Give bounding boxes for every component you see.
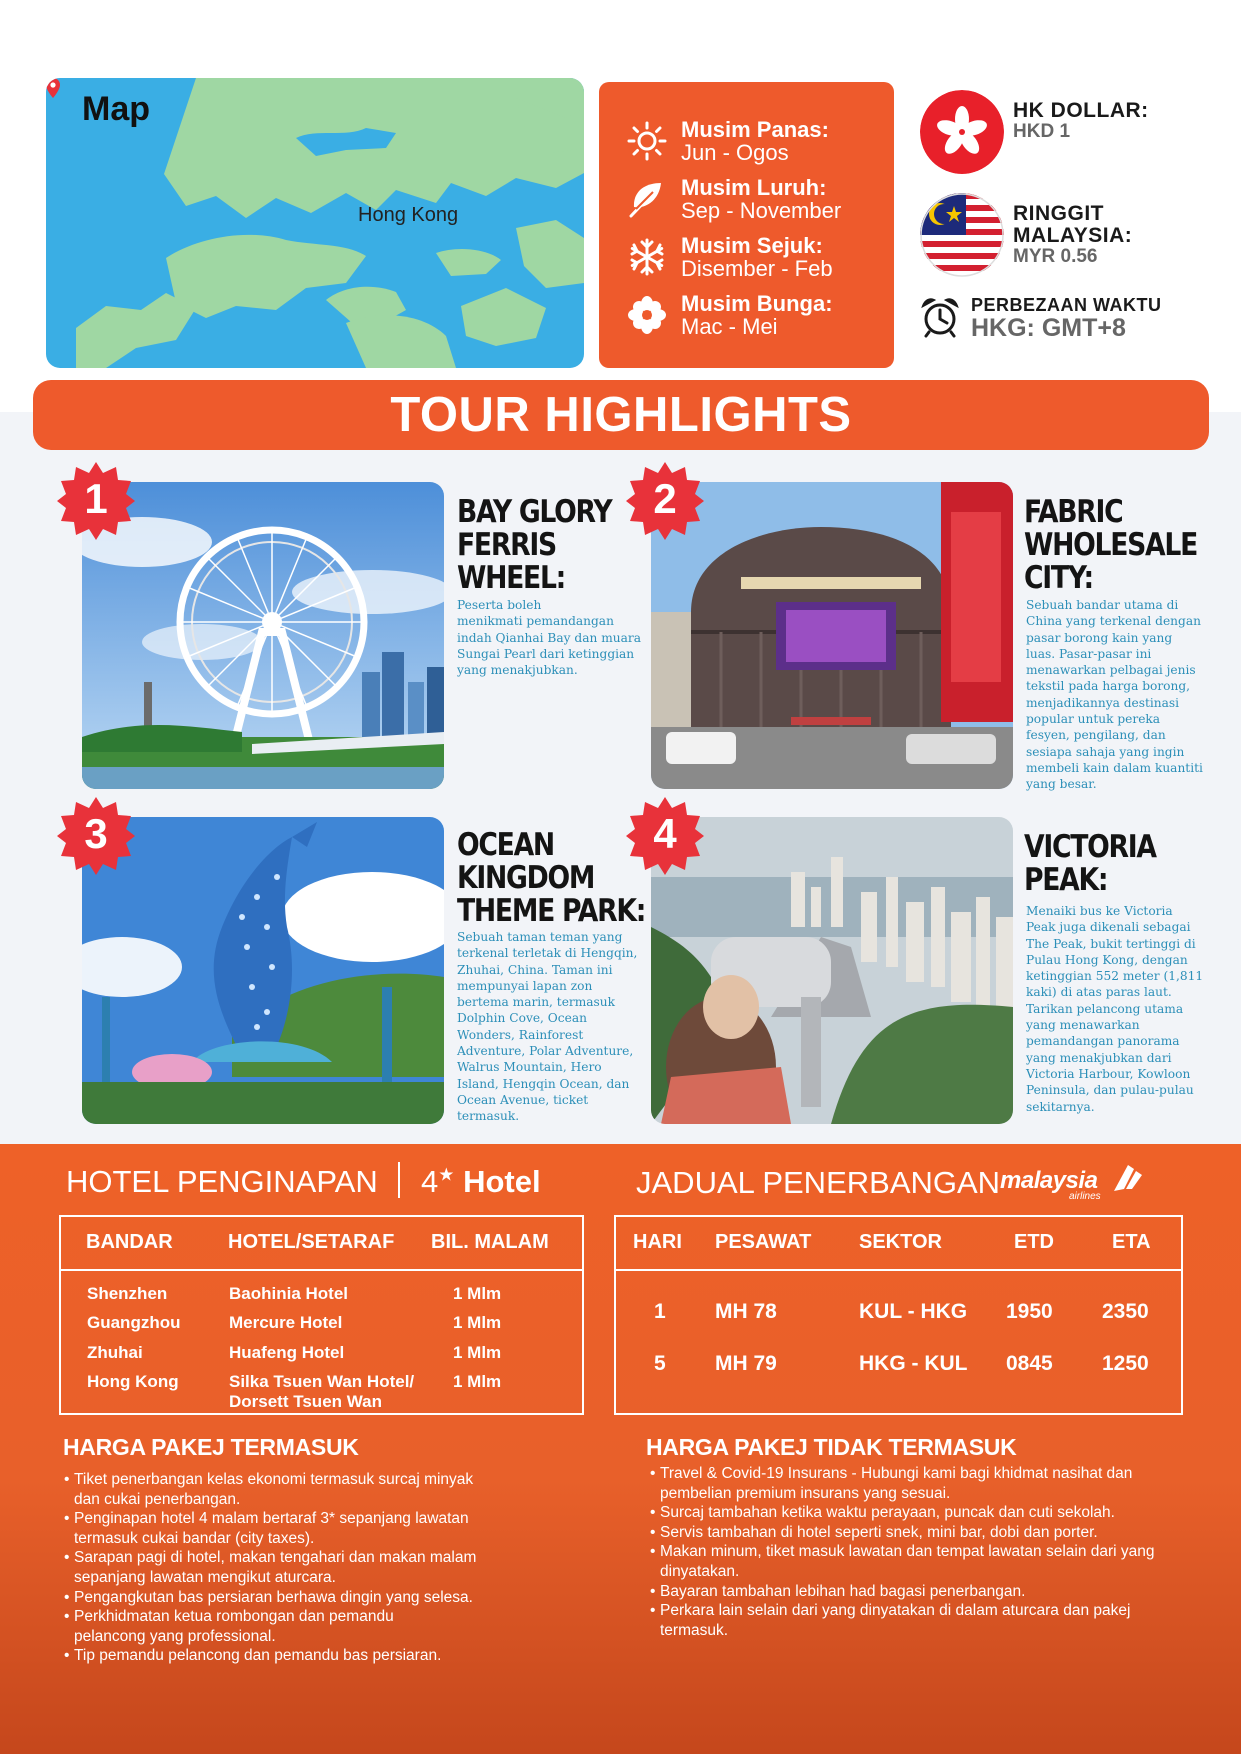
hotel-table-header: BANDAR HOTEL/SETARAF BIL. MALAM [61,1217,582,1271]
package-details-section [0,1144,1241,1754]
leaf-icon [627,179,667,219]
snowflake-icon [627,237,667,277]
currency-hk [920,88,1230,178]
highlight-title: BAY GLORY FERRIS WHEEL: [457,494,612,596]
list-item: • Perkara lain selain dari yang dinyatakan di dalam aturcara dan pakej termasuk. [646,1601,1206,1640]
timezone-value: HKG: GMT+8 [971,313,1126,342]
currency-name: HK DOLLAR: [1013,99,1149,122]
highlight-description: Sebuah bandar utama di China yang terkenal dengan pasar borong kain yang luas. Pasar-pasar ini menawarkan pelbagai jenis tekstil pada harga borong, menjadikannya destinasi popular untuk pereka fesyen, pengilang, dan sesiapa sahaja yang ingin membeli kain dalam kuantiti yang besar. [1026,598,1203,792]
highlight-title: FABRIC WHOLESALE CITY: [1024,494,1198,596]
currency-name: RINGGIT [1013,202,1104,225]
highlight-description: Menaiki bus ke Victoria Peak juga dikenali sebagai The Peak, bukit tertinggi di Pulau Hong Kong, dengan ketinggian 552 meter (1,811 kaki) di atas paras laut. Tarikan pelancong utama yang menawarkan pemandangan panorama yang menakjubkan dari Victoria Harbour, Kowloon Peninsula, dan pulau-pulau sekitarnya. [1026,904,1204,1114]
season-range: Mac - Mei [681,314,778,339]
heading-divider [398,1162,400,1198]
highlight-description: Peserta boleh menikmati pemandangan indah Qianhai Bay dan muara Sungai Pearl dari ketinggian yang menakjubkan. [457,598,641,678]
hotel-table: BANDAR HOTEL/SETARAF BIL. MALAM Shenzhen Baohinia Hotel 1 Mlm Guangzhou Mercure Hotel 1 Mlm Zhuhai Huafeng Hotel 1 Mlm Hong Kong Silka Tsuen Wan Hotel/ Dorsett Tsuen Wan 1 Mlm [59,1215,584,1415]
highlight-title: VICTORIA PEAK: [1024,829,1156,898]
sun-icon [627,121,667,161]
list-item: • Makan minum, tiket masuk lawatan dan tempat lawatan selain dari yang dinyatakan. [646,1542,1206,1581]
list-item: • Tip pemandu pelancong dan pemandu bas persiaran. [60,1646,580,1666]
season-card [599,82,894,368]
map-title: Map [82,90,150,128]
season-row-spring [625,286,894,344]
highlight-number-badge: 2 [626,462,704,540]
currency-value: MYR 0.56 [1013,246,1098,268]
time-difference [920,292,1230,342]
season-row-summer [625,112,894,170]
highlight-title: OCEAN KINGDOM THEME PARK: [457,827,646,929]
hotel-rating: 4★ Hotel [421,1164,541,1199]
alarm-clock-icon [920,296,960,338]
currency-value: HKD 1 [1013,121,1071,143]
flights-heading: JADUAL PENERBANGAN [636,1165,1001,1200]
malaysia-flag-icon [920,193,1004,277]
season-range: Jun - Ogos [681,140,789,165]
top-info-section [0,0,1241,412]
list-item: • Travel & Covid-19 Insurans - Hubungi kami bagi khidmat nasihat dan pembelian premium insurans yang sesuai. [646,1464,1206,1503]
highlight-number-badge: 3 [57,797,135,875]
flower-icon [627,295,667,335]
malaysia-airlines-logo: malaysia airlines [1000,1161,1150,1205]
excludes-title: HARGA PAKEJ TIDAK TERMASUK [646,1434,1017,1460]
map-city-label: Hong Kong [358,204,459,226]
flights-table-header: HARI PESAWAT SEKTOR ETD ETA [616,1217,1181,1271]
list-item: • Perkhidmatan ketua rombongan dan pemandu pelancong yang professional. [60,1607,580,1646]
season-name: Musim Panas: [681,116,829,142]
list-item: • Servis tambahan di hotel seperti snek, mini bar, dobi dan porter. [646,1523,1206,1543]
includes-list [60,1470,580,1666]
season-name: Musim Luruh: [681,174,827,200]
timezone-name: PERBEZAAN WAKTU [971,295,1162,315]
map-card [46,78,584,368]
tour-highlights-banner: TOUR HIGHLIGHTS [33,380,1209,450]
victoria-peak-photo [651,817,1013,1124]
list-item: • Bayaran tambahan lebihan had bagasi penerbangan. [646,1582,1206,1602]
season-name: Musim Sejuk: [681,232,823,258]
currency-name: MALAYSIA: [1013,224,1133,248]
list-item: • Sarapan pagi di hotel, makan tengahari dan makan malam sepanjang lawatan mengikut aturcara. [60,1548,580,1587]
season-range: Disember - Feb [681,256,833,281]
highlight-number-badge: 1 [57,462,135,540]
hotel-heading: HOTEL PENGINAPAN 4★ Hotel [66,1164,541,1199]
list-item: • Pengangkutan bas persiaran berhawa dingin yang selesa. [60,1588,580,1608]
highlight-number-badge: 4 [626,797,704,875]
includes-title: HARGA PAKEJ TERMASUK [63,1434,359,1460]
fabric-city-photo [651,482,1013,789]
list-item: • Surcaj tambahan ketika waktu perayaan, puncak dan cuti sekolah. [646,1503,1206,1523]
currency-my [920,193,1230,283]
star-icon: ★ [438,1164,455,1185]
airline-kite-icon [1110,1161,1146,1197]
ocean-kingdom-photo [82,817,444,1124]
list-item: • Penginapan hotel 4 malam bertaraf 3* sepanjang lawatan termasuk cukai bandar (city taxes). [60,1509,580,1548]
highlight-description: Sebuah taman teman yang terkenal terletak di Hengqin, Zhuhai, China. Taman ini mempunyai lapan zon bertema marin, termasuk Dolphin Cove, Ocean Wonders, Rainforest Adventure, Polar Adventure, Walrus Mountain, Hero Island, Hengqin Ocean, dan Ocean Avenue, ticket termasuk. [457,930,638,1124]
season-row-winter [625,228,894,286]
season-range: Sep - November [681,198,842,223]
excludes-list [646,1464,1206,1640]
flights-table: HARI PESAWAT SEKTOR ETD ETA 1 MH 78 KUL - HKG 1950 2350 5 MH 79 HKG - KUL 0845 1250 [614,1215,1183,1415]
location-pin-icon [46,78,60,98]
hong-kong-flag-icon [920,90,1004,174]
list-item: • Tiket penerbangan kelas ekonomi termasuk surcaj minyak dan cukai penerbangan. [60,1470,580,1509]
season-name: Musim Bunga: [681,290,833,316]
season-row-autumn [625,170,894,228]
ferris-wheel-photo [82,482,444,789]
